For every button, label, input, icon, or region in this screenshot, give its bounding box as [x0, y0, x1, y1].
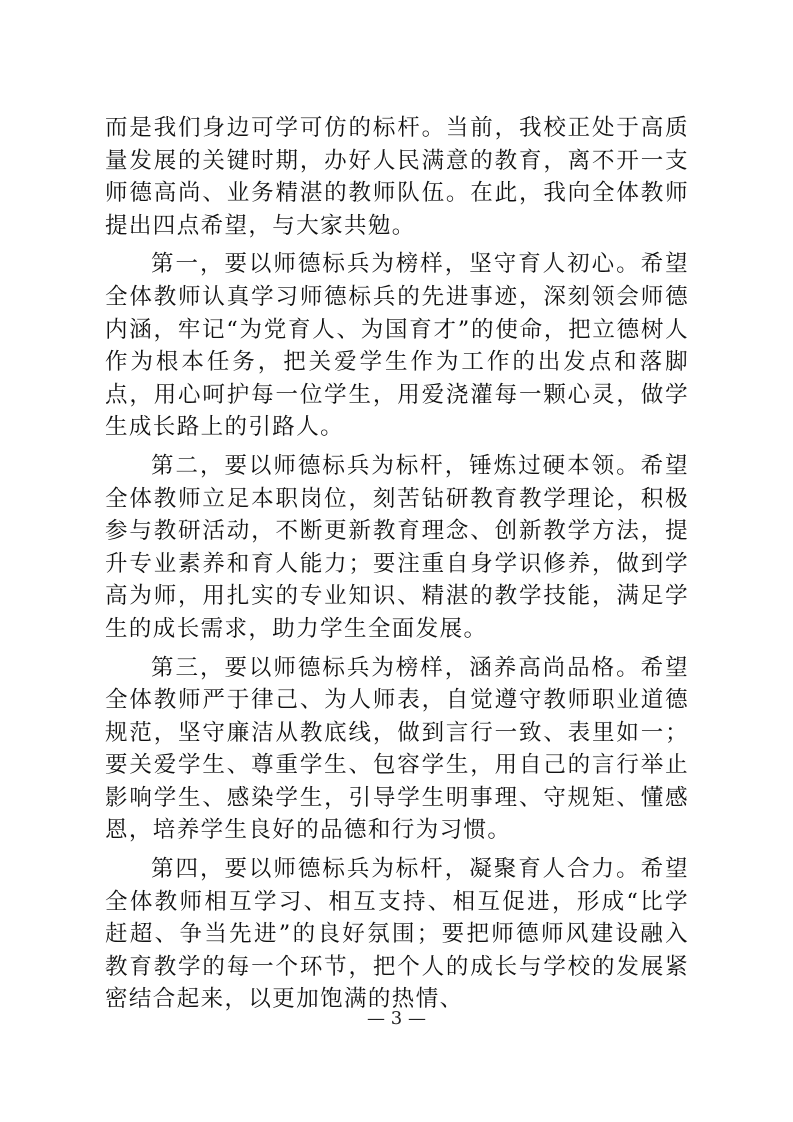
paragraph-third-point: 第三，要以师德标兵为榜样，涵养高尚品格。希望全体教师严于律己、为人师表，自觉遵守教师职业道德规范，坚守廉洁从教底线，做到言行一致、表里如一；要关爱学生、尊重学生、包容学生，用自己的言行举止影响学生、感染学生，引导学生明事理、守规矩、懂感恩，培养学生良好的品德和行为习惯。 — [105, 654, 689, 844]
paragraph-fourth-point: 第四，要以师德标兵为标杆，凝聚育人合力。希望全体教师相互学习、相互支持、相互促进，形成“比学赶超、争当先进”的良好氛围；要把师德师风建设融入教育教学的每一个环节，把个人的成长与学校的发展紧密结合起来，以更加饱满的热情、 — [105, 856, 689, 1013]
document-body — [105, 112, 689, 1022]
page-number: — 3 — — [367, 1008, 426, 1029]
paragraph-continuation: 而是我们身边可学可仿的标杆。当前，我校正处于高质量发展的关键时期，办好人民满意的教育，离不开一支师德高尚、业务精湛的教师队伍。在此，我向全体教师提出四点希望，与大家共勉。 — [105, 115, 689, 239]
paragraph-second-point: 第二，要以师德标兵为标杆，锤炼过硬本领。希望全体教师立足本职岗位，刻苦钻研教育教学理论，积极参与教研活动，不断更新教育理念、创新教学方法，提升专业素养和育人能力；要注重自身学识修养，做到学高为师，用扎实的专业知识、精湛的教学技能，满足学生的成长需求，助力学生全面发展。 — [105, 452, 689, 642]
paragraph-first-point: 第一，要以师德标兵为榜样，坚守育人初心。希望全体教师认真学习师德标兵的先进事迹，深刻领会师德内涵，牢记“为党育人、为国育才”的使命，把立德树人作为根本任务，把关爱学生作为工作的出发点和落脚点，用心呵护每一位学生，用爱浇灌每一颗心灵，做学生成长路上的引路人。 — [105, 251, 689, 441]
